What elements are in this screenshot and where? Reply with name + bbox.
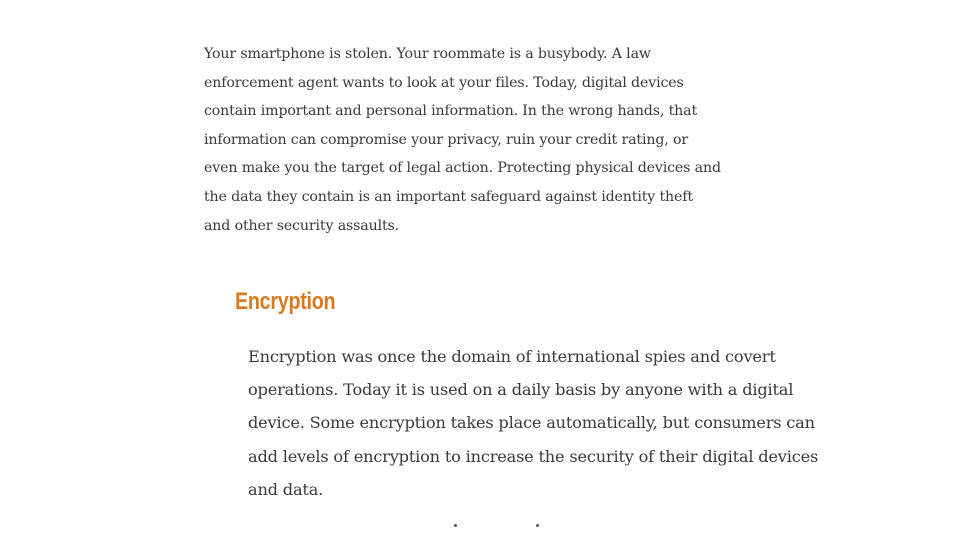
intro-line: Your smartphone is stolen. Your roommate is a busybody. A law [204, 46, 651, 62]
section-line: and data. [248, 479, 324, 499]
intro-line: contain important and personal information. In the wrong hands, that [204, 103, 697, 120]
intro-line: the data they contain is an important safeguard against identity theft [204, 188, 693, 205]
intro-line: enforcement agent wants to look at your files. Today, digital devices [204, 74, 684, 91]
section-line: operations. Today it is used on a daily basis by anyone with a digital [248, 380, 794, 400]
cropped-glyph-mark [454, 524, 457, 527]
section-heading: Encryption [235, 288, 336, 315]
cropped-text-fragment [448, 520, 548, 530]
section-line: add levels of encryption to increase the security of their digital devices [248, 446, 819, 466]
intro-paragraph [204, 40, 764, 240]
cropped-glyph-mark [536, 524, 539, 527]
section-paragraph [248, 340, 868, 506]
section-line: Encryption was once the domain of international spies and covert [248, 347, 776, 366]
intro-line: information can compromise your privacy, ruin your credit rating, or [204, 131, 689, 148]
section-line: device. Some encryption takes place automatically, but consumers can [248, 413, 815, 433]
intro-line: even make you the target of legal action. Protecting physical devices and [204, 160, 721, 177]
intro-line: and other security assaults. [204, 217, 400, 234]
